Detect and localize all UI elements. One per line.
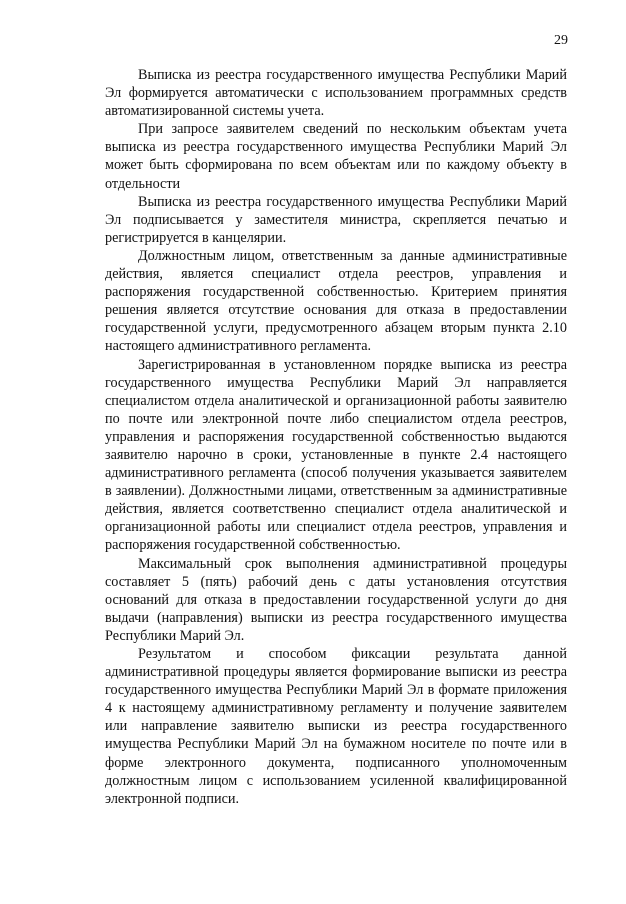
paragraph: Выписка из реестра государственного имущества Республики Марий Эл формируется автоматически с использованием программных средств автоматизированной системы учета. — [105, 67, 567, 120]
paragraph: Выписка из реестра государственного имущества Республики Марий Эл подписывается у заместителя министра, скрепляется печатью и регистрируется в канцелярии. — [105, 193, 567, 246]
page-number: 29 — [554, 33, 568, 48]
paragraph: Результатом и способом фиксации результата данной административной процедуры является формирование выписки из реестра государственного имущества Республики Марий Эл в формате приложения 4 к настоящему административному регламенту и получение заявителем или направление заявителю выписки из реестра государственного имущества Республики Марий Эл на бумажном носителе по почте или в форме электронного документа, подписанного уполномоченным должностным лицом с использованием усиленной квалифицированной электронной подписи. — [105, 646, 567, 807]
document-body — [105, 66, 567, 808]
paragraph: Максимальный срок выполнения административной процедуры составляет 5 (пять) рабочий день с даты установления отсутствия оснований для отказа в предоставлении государственной услуги до дня выдачи (направления) выписки из реестра государственного имущества Республики Марий Эл. — [105, 555, 567, 644]
paragraph: Должностным лицом, ответственным за данные административные действия, является специалист отдела реестров, управления и распоряжения государственной собственностью. Критерием принятия решения является отсутствие основания для отказа в предоставлении государственной услуги, предусмотренного абзацем вторым пункта 2.10 настоящего административного регламента. — [105, 247, 567, 355]
paragraph: При запросе заявителем сведений по нескольким объектам учета выписка из реестра государственного имущества Республики Марий Эл может быть сформирована по всем объектам или по каждому объекту в отдельности — [105, 121, 567, 192]
paragraph: Зарегистрированная в установленном порядке выписка из реестра государственного имущества Республики Марий Эл направляется специалистом отдела аналитической и организационной работы заявителю по почте или электронной почте либо специалистом отдела реестров, управления и распоряжения государственной собственностью выдаются заявителю нарочно в сроки, установленные в пункте 2.4 настоящего административного регламента (способ получения указывается заявителем в заявлении). Должностными лицами, ответственным за административные действия, является соответственно специалист отдела аналитической и организационной работы или специалист отдела реестров, управления и распоряжения государственной собственностью. — [105, 356, 567, 554]
